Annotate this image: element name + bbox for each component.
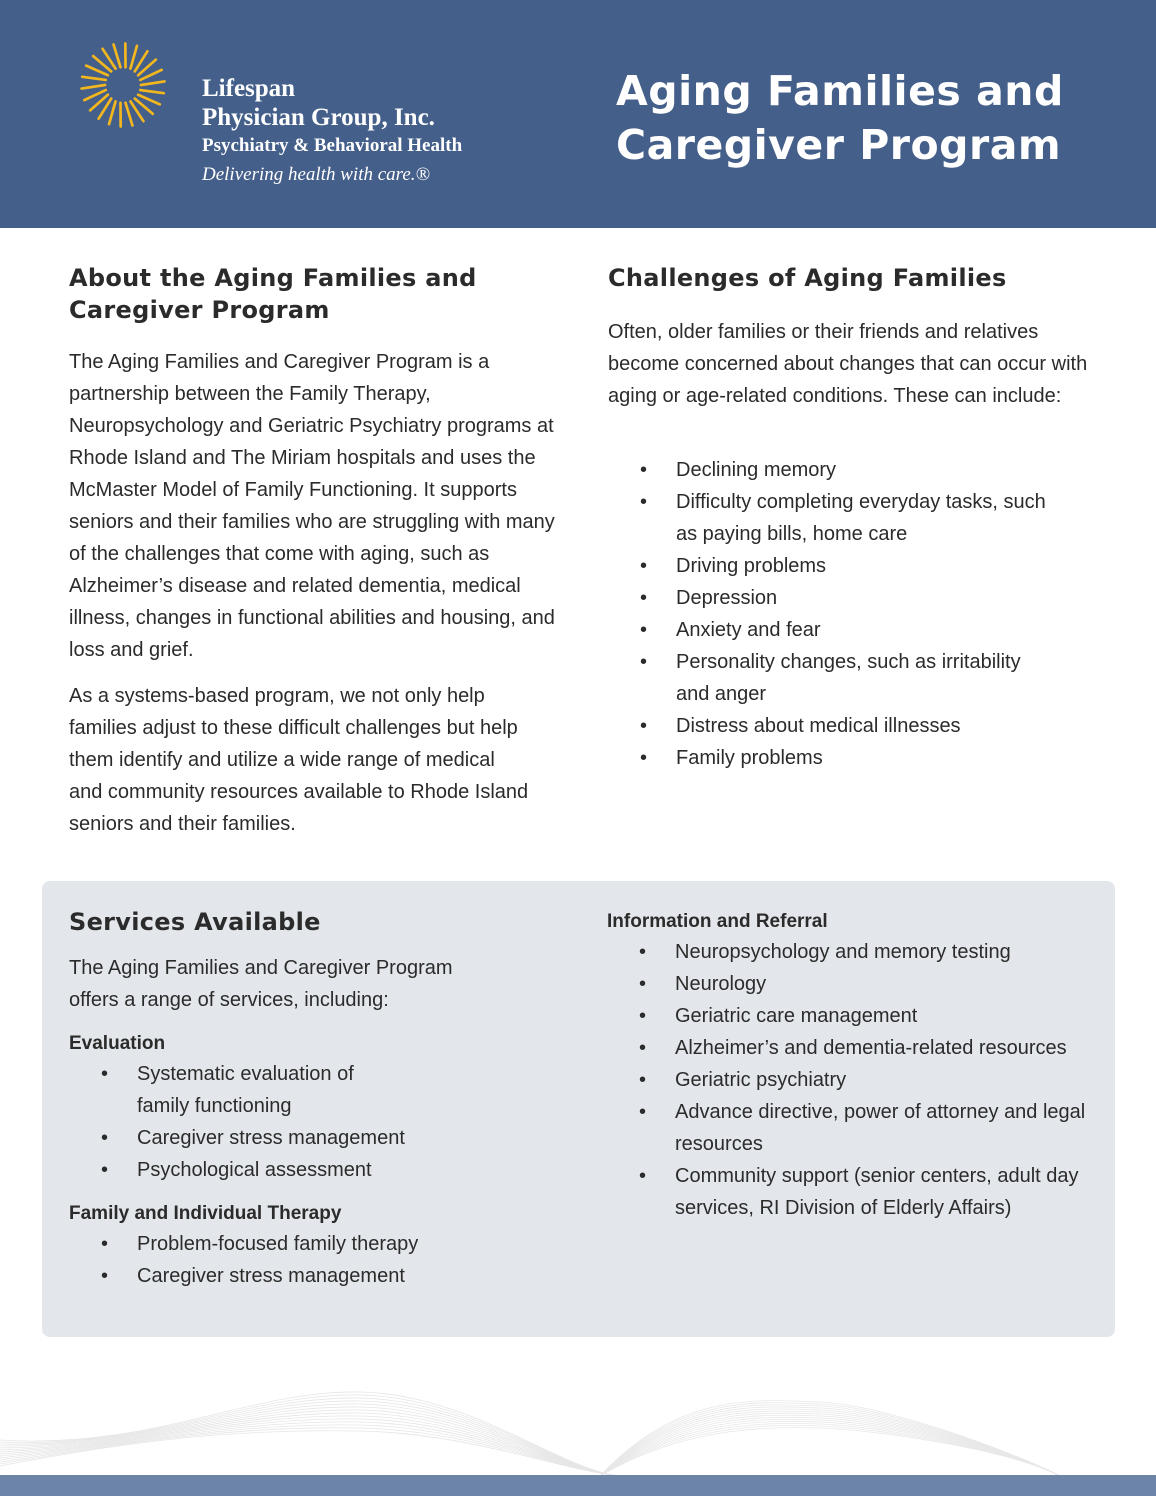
list-item: • Personality changes, such as irritability and anger [608, 646, 1058, 710]
list-item: • Family problems [608, 742, 1058, 774]
decorative-waves [0, 1380, 1156, 1476]
list-item: • Distress about medical illnesses [608, 710, 1058, 742]
brand-block [202, 74, 462, 190]
brand-department: Psychiatry & Behavioral Health [202, 135, 463, 156]
challenges-heading: Challenges of Aging Families [608, 264, 1007, 292]
list-item: • Neuropsychology and memory testing [607, 936, 1097, 968]
list-item: • Caregiver stress management [69, 1260, 549, 1292]
brand-group: Physician Group, Inc. [202, 104, 435, 131]
list-item: • Problem-focused family therapy [69, 1228, 549, 1260]
about-paragraph: As a systems-based program, we not only help families adjust to these difficult challenges but help them identify and utilize a wide range of medical and community resources available to Rhode Island seniors and their families. [69, 685, 529, 835]
services-intro: The Aging Families and Caregiver Program offers a range of services, including: [69, 957, 453, 1011]
challenges-list [608, 454, 1058, 774]
list-item: • Caregiver stress management [69, 1122, 409, 1154]
sun-logo-icon [78, 40, 168, 130]
evaluation-heading: Evaluation [69, 1033, 166, 1054]
list-item: • Alzheimer’s and dementia-related resources [607, 1032, 1097, 1064]
list-item: • Community support (senior centers, adult day services, RI Division of Elderly Affairs) [607, 1160, 1097, 1224]
page-title [616, 64, 1064, 172]
about-heading: About the Aging Families and Caregiver Program [69, 264, 477, 324]
challenges-intro: Often, older families or their friends and relatives become concerned about changes that can occur with aging or age-related conditions. These can include: [608, 321, 1088, 407]
list-item: • Geriatric psychiatry [607, 1064, 1097, 1096]
brand-tagline: Delivering health with care.® [202, 164, 430, 185]
list-item: • Declining memory [608, 454, 1058, 486]
title-line-1: Aging Families and [616, 67, 1064, 115]
about-section [69, 262, 564, 840]
list-item: • Systematic evaluation of family functioning [69, 1058, 409, 1122]
evaluation-list [69, 1058, 409, 1186]
challenges-section [608, 262, 1098, 774]
therapy-heading: Family and Individual Therapy [69, 1203, 342, 1224]
list-item: • Advance directive, power of attorney and legal resources [607, 1096, 1097, 1160]
list-item: • Neurology [607, 968, 1097, 1000]
list-item: • Geriatric care management [607, 1000, 1097, 1032]
referral-list [607, 936, 1097, 1224]
referral-heading: Information and Referral [607, 911, 828, 932]
header-banner [0, 0, 1156, 228]
list-item: • Difficulty completing everyday tasks, such as paying bills, home care [608, 486, 1058, 550]
footer-band [0, 1475, 1156, 1496]
brand-name: Lifespan [202, 75, 296, 102]
services-section [69, 906, 549, 1292]
list-item: • Anxiety and fear [608, 614, 1058, 646]
about-paragraph: The Aging Families and Caregiver Program is a partnership between the Family Therapy, Neuropsychology and Geriatric Psychiatry programs at Rhode Island and The Miriam hospitals and uses the McMaster Model of Family Functioning. It supports seniors and their families who are struggling with many of the challenges that come with aging, such as Alzheimer’s disease and related dementia, medical illness, changes in functional abilities and housing, and loss and grief. [69, 351, 555, 661]
list-item: • Depression [608, 582, 1058, 614]
therapy-list [69, 1228, 549, 1292]
list-item: • Driving problems [608, 550, 1058, 582]
referral-section [607, 908, 1097, 1224]
list-item: • Psychological assessment [69, 1154, 409, 1186]
title-line-2: Caregiver Program [616, 121, 1062, 169]
services-heading: Services Available [69, 908, 321, 936]
